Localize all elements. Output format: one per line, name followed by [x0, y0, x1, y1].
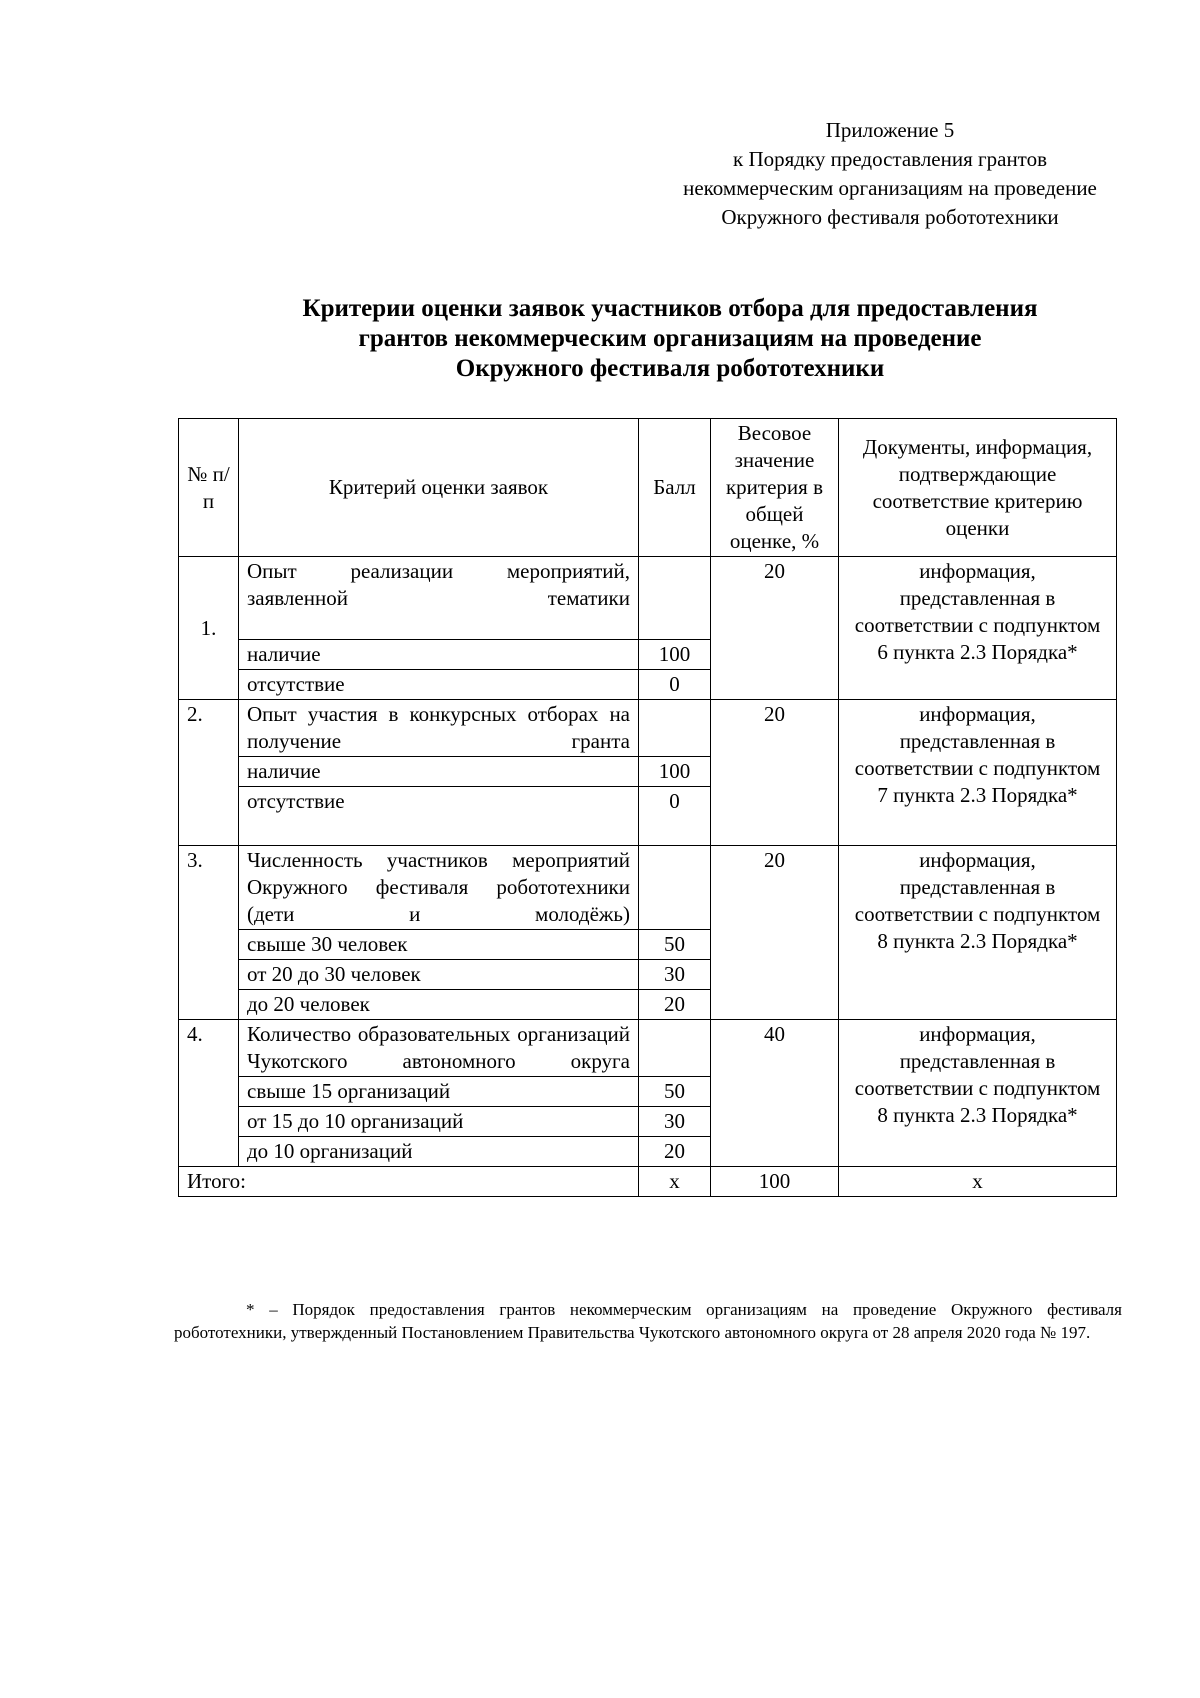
- weight-cell: 20: [711, 557, 839, 700]
- row-num: 4.: [179, 1020, 239, 1167]
- criterion-text: Количество образовательных организаций Чукотского автономного округа: [239, 1020, 639, 1077]
- header-score: Балл: [639, 419, 711, 557]
- total-row: [179, 1167, 1117, 1197]
- weight-cell: 20: [711, 700, 839, 846]
- total-label: Итого:: [179, 1167, 639, 1197]
- option-label: отсутствие: [239, 670, 639, 700]
- header-docs: Документы, информация, подтверждающие соответствие критерию оценки: [839, 419, 1117, 557]
- docs-cell: информация, представленная в соответствии с подпунктом 8 пункта 2.3 Порядка*: [839, 1020, 1117, 1167]
- table-row: [179, 1020, 1117, 1077]
- option-score: 50: [639, 1077, 711, 1107]
- option-label: до 10 организаций: [239, 1137, 639, 1167]
- score-cell: [639, 700, 711, 757]
- table-row: [179, 846, 1117, 930]
- option-score: 20: [639, 1137, 711, 1167]
- option-label: свыше 30 человек: [239, 930, 639, 960]
- option-label: наличие: [239, 640, 639, 670]
- row-num: 3.: [179, 846, 239, 1020]
- header-weight: Весовое значение критерия в общей оценке, %: [711, 419, 839, 557]
- appendix-line: Приложение 5: [825, 118, 955, 142]
- table-row: [179, 557, 1117, 640]
- weight-cell: 40: [711, 1020, 839, 1167]
- table-row: [179, 700, 1117, 757]
- score-cell: [639, 846, 711, 930]
- option-score: 20: [639, 990, 711, 1020]
- option-label: от 15 до 10 организаций: [239, 1107, 639, 1137]
- row-num: 1.: [179, 557, 239, 700]
- option-score: 100: [639, 757, 711, 787]
- row-num: 2.: [179, 700, 239, 846]
- option-label: до 20 человек: [239, 990, 639, 1020]
- total-weight: 100: [711, 1167, 839, 1197]
- document-title: [170, 294, 1170, 384]
- option-score: 50: [639, 930, 711, 960]
- title-line: грантов некоммерческим организациям на проведение: [358, 325, 982, 352]
- docs-cell: информация, представленная в соответствии с подпунктом 8 пункта 2.3 Порядка*: [839, 846, 1117, 1020]
- appendix-line: к Порядку предоставления грантов: [733, 147, 1047, 171]
- criterion-text: Опыт реализации мероприятий, заявленной тематики: [239, 557, 639, 640]
- title-line: Критерии оценки заявок участников отбора для предоставления: [302, 295, 1038, 322]
- option-label: наличие: [239, 757, 639, 787]
- option-score: 30: [639, 960, 711, 990]
- option-score: 0: [639, 670, 711, 700]
- option-label: отсутствие: [239, 787, 639, 846]
- option-label: свыше 15 организаций: [239, 1077, 639, 1107]
- header-num: № п/п: [179, 419, 239, 557]
- total-docs: х: [839, 1167, 1117, 1197]
- criteria-table: [178, 418, 1117, 1197]
- total-score: х: [639, 1167, 711, 1197]
- option-score: 0: [639, 787, 711, 846]
- appendix-line: Окружного фестиваля робототехники: [721, 205, 1059, 229]
- option-label: от 20 до 30 человек: [239, 960, 639, 990]
- appendix-note: [600, 116, 1180, 232]
- score-cell: [639, 557, 711, 640]
- header-criterion: Критерий оценки заявок: [239, 419, 639, 557]
- table-header-row: [179, 419, 1117, 557]
- appendix-line: некоммерческим организациям на проведение: [683, 176, 1097, 200]
- option-score: 100: [639, 640, 711, 670]
- criterion-text: Опыт участия в конкурсных отборах на получение гранта: [239, 700, 639, 757]
- title-line: Окружного фестиваля робототехники: [455, 355, 885, 382]
- footnote: * – Порядок предоставления грантов некоммерческим организациям на проведение Окружного фестиваля робототехники, утвержденный Постановлением Правительства Чукотского автономного округа от 28 апреля 2020 года № 197.: [174, 1300, 1122, 1342]
- score-cell: [639, 1020, 711, 1077]
- option-score: 30: [639, 1107, 711, 1137]
- docs-cell: информация, представленная в соответствии с подпунктом 6 пункта 2.3 Порядка*: [839, 557, 1117, 700]
- docs-cell: информация, представленная в соответствии с подпунктом 7 пункта 2.3 Порядка*: [839, 700, 1117, 846]
- criterion-text: Численность участников мероприятий Окружного фестиваля робототехники (дети и молодёжь): [239, 846, 639, 930]
- weight-cell: 20: [711, 846, 839, 1020]
